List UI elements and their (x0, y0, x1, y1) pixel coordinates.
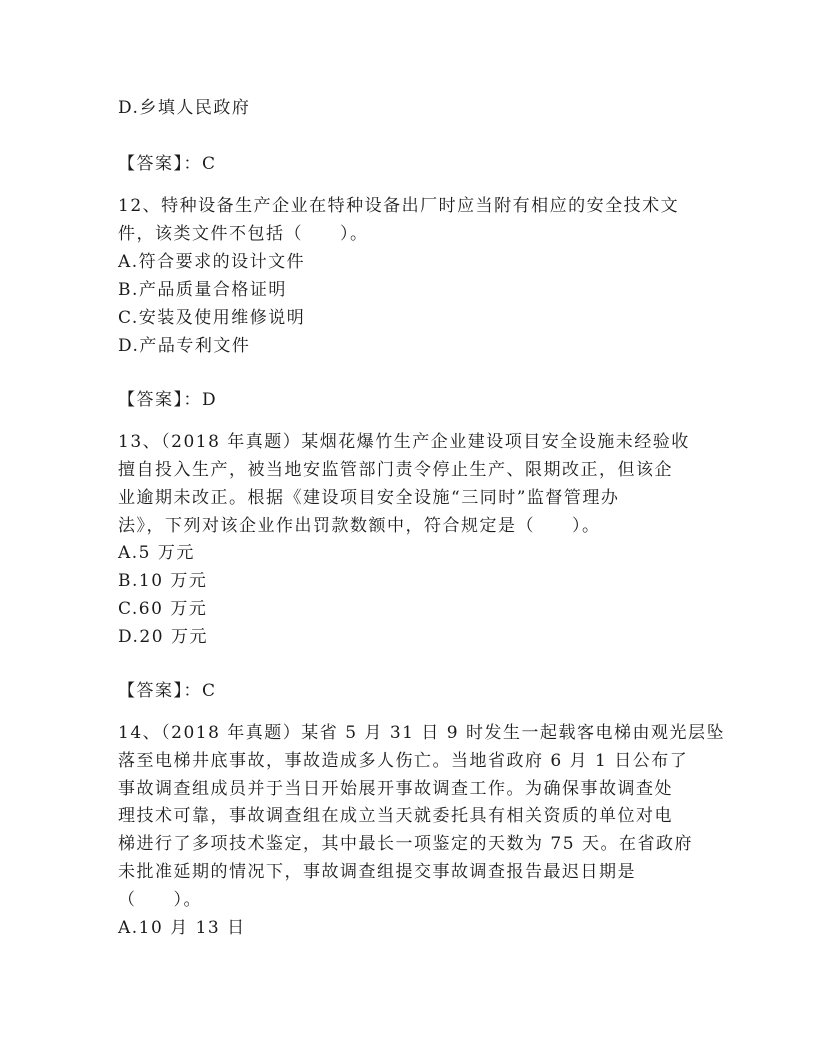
q14-stem-line-2: 落至电梯井底事故，事故造成多人伤亡。当地省政府 6 月 1 日公布了 (118, 751, 689, 771)
q13-stem-line-2: 擅自投入生产，被当地安监管部门责令停止生产、限期改正，但该企 (118, 460, 673, 480)
q14-stem-line-6: 未批准延期的情况下，事故调查组提交事故调查报告最迟日期是 (118, 862, 636, 882)
q13-option-d: D.20 万元 (118, 627, 208, 647)
q13-option-b: B.10 万元 (118, 571, 208, 591)
q13-option-a: A.5 万元 (118, 543, 195, 563)
q12-answer: 【答案】：D (118, 390, 218, 410)
q13-answer: 【答案】：C (118, 681, 217, 701)
prev-answer: 【答案】：C (118, 154, 217, 174)
q12-stem-line-1: 12、特种设备生产企业在特种设备出厂时应当附有相应的安全技术文 (118, 196, 680, 216)
q14-stem-line-1: 14、（2018 年真题）某省 5 月 31 日 9 时发生一起载客电梯由观光层坠 (118, 723, 725, 743)
q14-stem-line-7: （ ）。 (118, 890, 202, 910)
q12-option-a: A.符合要求的设计文件 (118, 252, 306, 272)
q12-option-c: C.安装及使用维修说明 (118, 308, 306, 328)
q14-stem-line-5: 梯进行了多项技术鉴定，其中最长一项鉴定的天数为 75 天。在省政府 (118, 834, 693, 854)
q13-stem-line-3: 业逾期未改正。根据《建设项目安全设施“三同时”监督管理办 (118, 488, 620, 508)
q12-option-b: B.产品质量合格证明 (118, 280, 287, 300)
q14-stem-line-4: 理技术可靠，事故调查组在成立当天就委托具有相关资质的单位对电 (118, 806, 673, 826)
q12-option-d: D.产品专利文件 (118, 336, 251, 356)
q13-stem-line-4: 法》，下列对该企业作出罚款数额中，符合规定是（ ）。 (118, 516, 601, 536)
q14-option-a: A.10 月 13 日 (118, 918, 246, 938)
q14-stem-line-3: 事故调查组成员并于当日开始展开事故调查工作。为确保事故调查处 (118, 779, 673, 799)
q12-stem-line-2: 件，该类文件不包括（ ）。 (118, 224, 369, 244)
q13-stem-line-1: 13、（2018 年真题）某烟花爆竹生产企业建设项目安全设施未经验收 (118, 432, 690, 452)
q13-option-c: C.60 万元 (118, 599, 208, 619)
prev-option-d: D.乡填人民政府 (118, 98, 251, 118)
